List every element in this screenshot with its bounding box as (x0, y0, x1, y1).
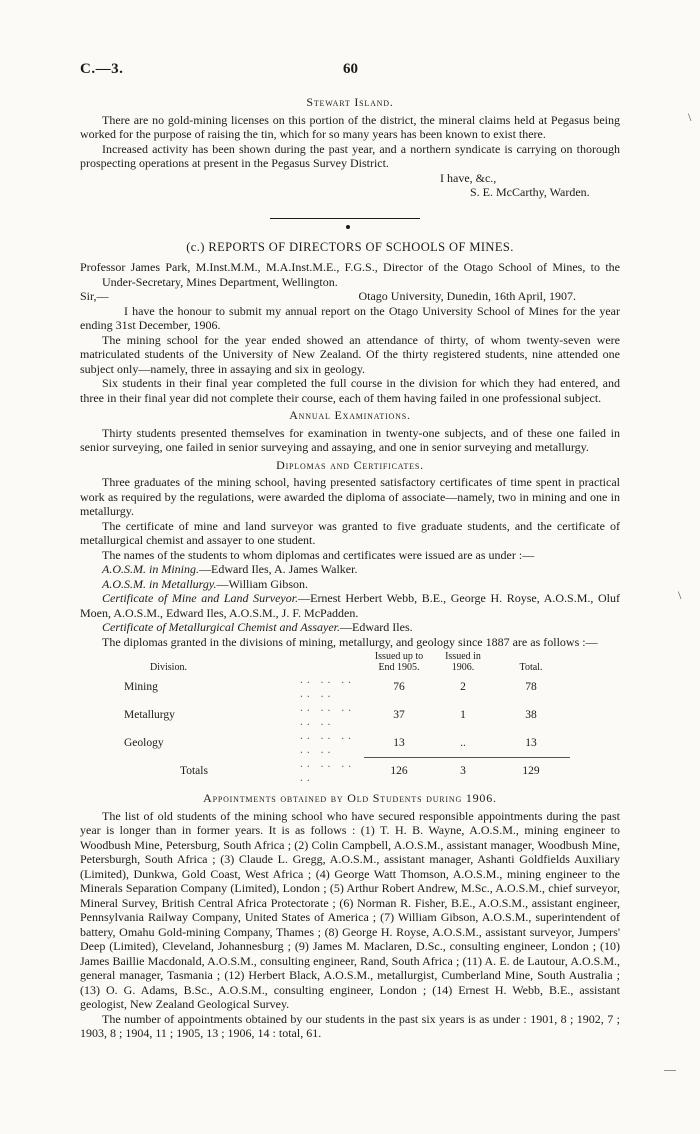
diplomas-table (120, 651, 570, 785)
totals-to1905: 126 (364, 757, 434, 785)
row-total: 13 (525, 736, 537, 749)
paper-reference: C.—3. (80, 61, 124, 77)
leader-dots: .. .. .. .. .. (300, 702, 355, 728)
table-totals-row (120, 757, 570, 785)
closing-salutation: I have, &c., (440, 170, 497, 185)
appointments-paragraph-1: The list of old students of the mining school who have secured responsible appointments during the past year is longer than in former years. It is as follows : (1) T. H. B. Wayne, A.O.S.M., mining engineer to Woodbush Mine, Petersburg, South Africa ; (2) Colin Campbell, A.O.S.M., assistant manager, Woodbush Mine, Petersburgh, South Africa ; (3) Claude L. Gregg, A.O.S.M., assistant manager, Ashanti Goldfields Auxiliary (Limited), Dunkwa, Gold Coast, West Africa ; (4) George Watt Thomson, A.O.S.M., mining engineer to the Minerals Separation Company (Limited), London ; (5) Arthur Robert Andrew, M.Sc., A.O.S.M., chief surveyor, Mineral Survey, British Central Africa Protectorate ; (6) Norman R. Fisher, B.E., A.O.S.M., assistant engineer, Pennsylvania Railway Company, United States of America ; (7) William Gibson, A.O.S.M., superintendent of battery, Omahu Gold-mining Company, Thames ; (8) George H. Royse, A.O.S.M., assistant surveyor, Jumpers' Deep (Limited), Cleveland, Johannesburg ; (9) James M. Maclaren, D.Sc., consulting engineer, London ; (10) James Baillie Macdonald, A.O.S.M., consulting engineer, Rand, South Africa ; (11) A. E. de Lautour, A.O.S.M., general manager, Tasmania ; (12) Herbert Black, A.O.S.M., metallurgist, Cumberland Mine, South Australia ; (13) O. G. Adams, B.Sc., A.O.S.M., consulting engineer, London ; (14) Ernest H. Webb, B.E., assistant geologist, New Zealand Geological Survey. (80, 808, 620, 1011)
row-division: Geology (124, 737, 164, 749)
divider-dot (346, 225, 350, 229)
stewart-paragraph-1: There are no gold-mining licenses on this portion of the district, the mineral claims held at Pegasus being worked for the purpose of raising the tin, which for so many years has been known to exist there. (80, 112, 620, 141)
row-in1906: 2 (460, 681, 466, 693)
certificate-label: Certificate of Metallurgical Chemist and Assayer. (102, 620, 340, 634)
certificate-label: Certificate of Mine and Land Surveyor. (102, 591, 299, 605)
row-to1905: 13 (393, 736, 405, 749)
diplomas-paragraph-1: Three graduates of the mining school, having presented satisfactory certificates of time spent in practical work as required by the regulations, were awarded the diploma of associate—namely, two in mining and one in metallurgy. (80, 475, 620, 518)
report-paragraph-3: Six students in their final year completed the full course in the division for which they had entered, and three in their final year did not complete their course, each of them having failed in one professional subject. (80, 376, 620, 405)
diplomas-paragraph-4: The diplomas granted in the divisions of mining, metallurgy, and geology since 1887 are as follows :— (102, 634, 598, 649)
annual-examinations-heading: Annual Examinations. (289, 408, 411, 422)
margin-mark: \ (688, 110, 692, 124)
diplomas-paragraph-3: The names of the students to whom diplomas and certificates were issued are as under :— (102, 547, 535, 562)
row-in1906: 1 (460, 709, 466, 721)
table-row (120, 673, 570, 701)
certificate-list-assayer (80, 620, 620, 635)
leader-dots: .. .. .. .. (300, 758, 355, 784)
diploma-label: A.O.S.M. in Metallurgy. (102, 576, 217, 591)
diploma-list-metallurgy (80, 577, 620, 592)
row-division: Metallurgy (124, 709, 175, 721)
row-in1906: .. (460, 736, 466, 749)
examinations-paragraph: Thirty students presented themselves for examination in twenty-one subjects, and of these one failed in senior surveying, one failed in senior surveying and assaying, and one in senior surveying and metallurgy. (80, 425, 620, 454)
diploma-label: A.O.S.M. in Mining. (102, 562, 199, 576)
totals-in1906: 3 (434, 757, 492, 785)
page-number: 60 (343, 61, 358, 77)
col-total: Total. (519, 662, 543, 673)
section-divider (80, 200, 620, 226)
row-total: 78 (525, 681, 537, 693)
stewart-paragraph-2: Increased activity has been shown during the past year, and a northern syndicate is carrying on thorough prospecting operations at present in the Pegasus Survey District. (80, 141, 620, 170)
table-row (120, 729, 570, 757)
report-paragraph-2: The mining school for the year ended showed an attendance of thirty, of whom twenty-seven were matriculated students of the University of New Zealand. Of the thirty registered students, nine attended one subject only—namely, three in assaying and six in geology. (80, 332, 620, 376)
diploma-names: —Edward Iles, A. James Walker. (199, 562, 358, 576)
diploma-list-mining (80, 562, 620, 577)
diploma-names: —William Gibson. (216, 576, 309, 591)
appointments-heading: Appointments obtained by Old Students during 1906. (203, 791, 497, 805)
certificate-names: —Ernest Herbert Webb, B.E., George H. Royse, A.O.S.M., Oluf Moen, A.O.S.M., Edward Iles, A.O.S.M., J. F. McPadden. (80, 591, 620, 620)
salutation: Sir,— (80, 289, 109, 303)
row-to1905: 76 (393, 681, 405, 693)
col-issued-1906: Issued in 1906. (445, 651, 481, 673)
table-header-row (120, 651, 570, 673)
margin-mark: — (664, 1062, 676, 1076)
certificate-names: —Edward Iles. (339, 620, 413, 634)
table-row (120, 701, 570, 729)
divider-rule (270, 218, 420, 219)
stewart-island-heading: Stewart Island. (306, 95, 394, 109)
row-total: 38 (525, 709, 537, 721)
totals-total: 129 (492, 757, 570, 785)
report-dateline (80, 289, 620, 304)
report-address: Professor James Park, M.Inst.M.M., M.A.Inst.M.E., F.G.S., Director of the Otago School of Mines, to the Under-Secretary, Mines Department, Wellington. (80, 260, 620, 289)
leader-dots: .. .. .. .. .. (300, 674, 355, 700)
margin-mark: \ (678, 588, 682, 602)
report-paragraph-1: I have the honour to submit my annual report on the Otago University School of Mines for the year ending 31st December, 1906. (80, 303, 620, 332)
date-place: Otago University, Dunedin, 16th April, 1907. (358, 289, 576, 303)
col-division: Division. (150, 662, 187, 673)
row-to1905: 37 (393, 709, 405, 721)
leader-dots: .. .. .. .. .. (300, 730, 355, 756)
warden-signature: S. E. McCarthy, Warden. (470, 185, 590, 199)
appointments-paragraph-2: The number of appointments obtained by our students in the past six years is as under : 1901, 8 ; 1902, 7 ; 1903, 8 ; 1904, 11 ; 1905, 13 ; 1906, 14 : total, 61. (80, 1011, 620, 1040)
certificate-list-surveyor (80, 591, 620, 620)
diplomas-paragraph-2: The certificate of mine and land surveyor was granted to five graduate students, and the certificate of metallurgical chemist and assayer to one student. (80, 518, 620, 547)
page-body (80, 92, 620, 1041)
totals-label: Totals (180, 765, 208, 777)
col-issued-1905: Issued up to End 1905. (374, 651, 424, 673)
diplomas-heading: Diplomas and Certificates. (276, 457, 424, 472)
section-title: (c.) REPORTS OF DIRECTORS OF SCHOOLS OF MINES. (186, 239, 514, 254)
row-division: Mining (124, 681, 158, 693)
